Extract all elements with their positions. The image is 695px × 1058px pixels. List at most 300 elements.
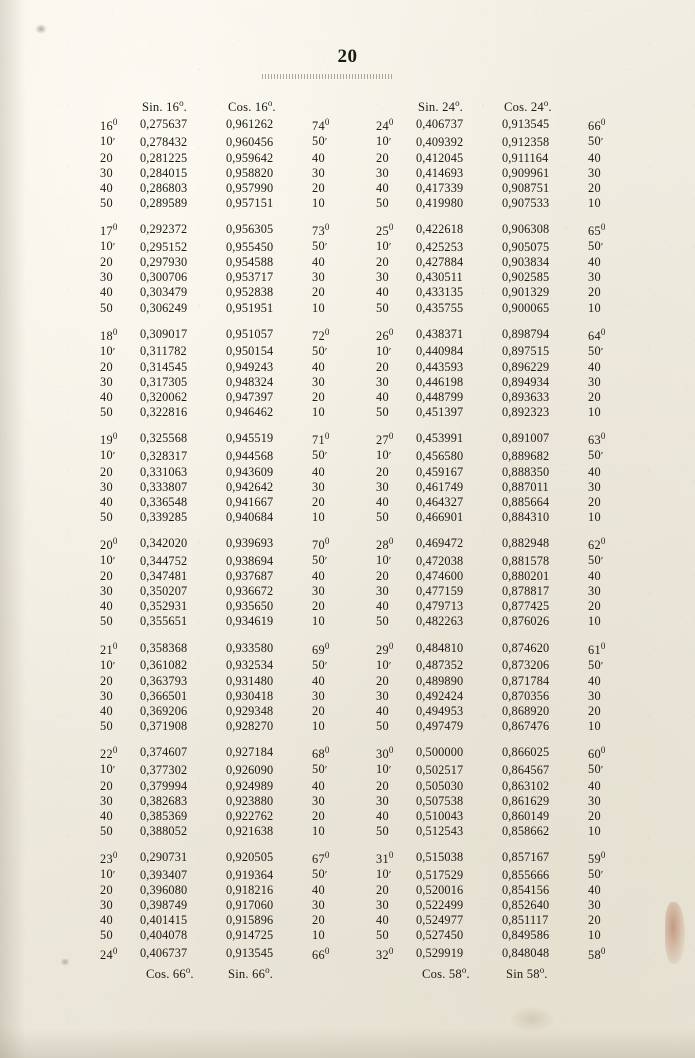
right-sin-value: 0,406737 xyxy=(416,117,464,132)
left-angle-cell: 50 xyxy=(100,614,113,629)
left-cos-value: 0,959642 xyxy=(226,150,274,165)
footer-blank-left-comp xyxy=(312,963,358,982)
right-complement-angle-cell: 30 xyxy=(588,688,601,703)
table-row xyxy=(100,151,634,166)
left-sin-value: 0,292372 xyxy=(140,221,188,236)
left-sin-value: 0,328317 xyxy=(140,448,188,463)
right-complement-angle-cell: 30 xyxy=(588,270,601,285)
left-complement-angle-cell: $66^0$ xyxy=(312,945,330,962)
right-angle-cell: $29^0$ xyxy=(376,640,394,657)
left-cos-value: 0,917060 xyxy=(226,898,274,913)
row-gap xyxy=(358,944,376,963)
left-sin-value: 0,297930 xyxy=(140,255,188,270)
right-complement-angle-cell: 30 xyxy=(588,898,601,913)
group-spacer-cell xyxy=(100,525,634,534)
row-gap xyxy=(358,928,376,943)
left-cos-value: 0,924989 xyxy=(226,778,274,793)
header-gap xyxy=(358,96,376,115)
left-angle-cell: $23^0$ xyxy=(100,849,118,866)
right-complement-angle-cell: 40 xyxy=(588,359,601,374)
left-cos-value: 0,926090 xyxy=(226,762,274,777)
right-cos-value: 0,884310 xyxy=(502,509,550,524)
right-angle-cell: 20 xyxy=(376,464,389,479)
left-complement-angle-cell: 50′ xyxy=(312,762,328,777)
right-complement-angle-cell: 50′ xyxy=(588,657,604,672)
right-cos-value: 0,874620 xyxy=(502,640,550,655)
left-complement-angle-cell: $72^0$ xyxy=(312,326,330,343)
right-complement-angle-cell: $64^0$ xyxy=(588,326,606,343)
row-gap xyxy=(358,898,376,913)
right-sin-value: 0,487352 xyxy=(416,658,464,673)
table-row xyxy=(100,115,634,134)
left-cos-value: 0,918216 xyxy=(226,883,274,898)
right-sin-value: 0,453991 xyxy=(416,431,464,446)
left-complement-angle-cell: 30 xyxy=(312,793,325,808)
right-angle-cell: 30 xyxy=(376,898,389,913)
group-spacer xyxy=(100,420,634,429)
left-cos-value: 0,939693 xyxy=(226,535,274,550)
right-sin-value: 0,474600 xyxy=(416,569,464,584)
left-cos-value: 0,957990 xyxy=(226,180,274,195)
paper-blemish-top-left xyxy=(35,24,47,34)
left-sin-value: 0,404078 xyxy=(140,928,188,943)
table-row xyxy=(100,239,634,255)
left-sin-value: 0,344752 xyxy=(140,553,188,568)
left-sin-value: 0,350207 xyxy=(140,584,188,599)
right-complement-angle-cell: 30 xyxy=(588,584,601,599)
right-angle-cell: 20 xyxy=(376,150,389,165)
group-spacer xyxy=(100,211,634,220)
right-angle-cell: 20 xyxy=(376,359,389,374)
right-sin-value: 0,502517 xyxy=(416,762,464,777)
right-complement-angle-cell: 30 xyxy=(588,374,601,389)
right-sin-value: 0,427884 xyxy=(416,255,464,270)
table-row xyxy=(100,534,634,553)
left-angle-cell: 20 xyxy=(100,359,113,374)
right-complement-angle-cell: 20 xyxy=(588,285,601,300)
table-body xyxy=(100,96,634,982)
right-complement-angle-cell: $60^0$ xyxy=(588,745,606,762)
right-angle-cell: 10′ xyxy=(376,239,392,254)
row-gap xyxy=(358,325,376,344)
left-complement-angle-cell: 10 xyxy=(312,614,325,629)
left-complement-angle-cell: 40 xyxy=(312,673,325,688)
left-complement-angle-cell: $70^0$ xyxy=(312,535,330,552)
left-cos-value: 0,935650 xyxy=(226,599,274,614)
paper-stain-bottom xyxy=(509,1006,555,1032)
right-angle-cell: 20 xyxy=(376,883,389,898)
table-row xyxy=(100,674,634,689)
group-spacer xyxy=(100,525,634,534)
left-sin-value: 0,320062 xyxy=(140,390,188,405)
table-row xyxy=(100,928,634,943)
left-cos-value: 0,960456 xyxy=(226,134,274,149)
left-angle-cell: 50 xyxy=(100,300,113,315)
right-cos-value: 0,911164 xyxy=(502,150,549,165)
right-cos-value: 0,877425 xyxy=(502,599,550,614)
right-angle-cell: 30 xyxy=(376,793,389,808)
left-cos-value: 0,952838 xyxy=(226,285,274,300)
row-gap xyxy=(358,674,376,689)
right-cos-value: 0,854156 xyxy=(502,883,550,898)
right-cos-value: 0,885664 xyxy=(502,494,550,509)
row-gap xyxy=(358,344,376,360)
left-angle-cell: 10′ xyxy=(100,867,116,882)
right-complement-angle-cell: 40 xyxy=(588,673,601,688)
left-angle-cell: 20 xyxy=(100,464,113,479)
group-spacer-cell xyxy=(100,420,634,429)
left-angle-cell: 20 xyxy=(100,883,113,898)
right-angle-cell: $27^0$ xyxy=(376,431,394,448)
table-row xyxy=(100,220,634,239)
right-angle-cell: 40 xyxy=(376,494,389,509)
footer-sin-58: Sin 58$^o$. xyxy=(506,964,548,981)
left-sin-value: 0,363793 xyxy=(140,673,188,688)
table-row xyxy=(100,719,634,734)
left-cos-value: 0,958820 xyxy=(226,165,274,180)
row-gap xyxy=(358,134,376,150)
left-cos-value: 0,949243 xyxy=(226,359,274,374)
trigonometric-table xyxy=(100,96,610,982)
table-row xyxy=(100,325,634,344)
right-sin-value: 0,417339 xyxy=(416,180,464,195)
left-complement-angle-cell: 40 xyxy=(312,255,325,270)
left-complement-angle-cell: 40 xyxy=(312,569,325,584)
footer-blank-right-comp xyxy=(588,963,634,982)
left-sin-value: 0,336548 xyxy=(140,494,188,509)
right-cos-value: 0,878817 xyxy=(502,584,550,599)
left-complement-angle-cell: $68^0$ xyxy=(312,745,330,762)
right-complement-angle-cell: 10 xyxy=(588,719,601,734)
left-cos-value: 0,929348 xyxy=(226,704,274,719)
left-angle-cell: 40 xyxy=(100,180,113,195)
right-cos-value: 0,855666 xyxy=(502,867,550,882)
left-angle-cell: 20 xyxy=(100,673,113,688)
left-cos-value: 0,955450 xyxy=(226,239,274,254)
table-row xyxy=(100,779,634,794)
left-complement-angle-cell: 20 xyxy=(312,704,325,719)
table-row xyxy=(100,658,634,674)
left-complement-angle-cell: 20 xyxy=(312,494,325,509)
row-gap xyxy=(358,553,376,569)
left-cos-value: 0,954588 xyxy=(226,255,274,270)
left-complement-angle-cell: 20 xyxy=(312,390,325,405)
left-complement-angle-cell: 20 xyxy=(312,808,325,823)
right-sin-value: 0,464327 xyxy=(416,494,464,509)
row-gap xyxy=(358,405,376,420)
right-cos-value: 0,864567 xyxy=(502,762,550,777)
left-complement-angle-cell: $71^0$ xyxy=(312,431,330,448)
right-cos-value: 0,882948 xyxy=(502,535,550,550)
right-angle-cell: $26^0$ xyxy=(376,326,394,343)
right-cos-value: 0,848048 xyxy=(502,945,550,960)
row-gap xyxy=(358,614,376,629)
table-row xyxy=(100,913,634,928)
right-angle-cell: 40 xyxy=(376,599,389,614)
right-angle-cell: 50 xyxy=(376,300,389,315)
row-gap xyxy=(358,270,376,285)
left-sin-value: 0,300706 xyxy=(140,270,188,285)
left-angle-cell: 30 xyxy=(100,270,113,285)
left-sin-value: 0,374607 xyxy=(140,745,188,760)
right-angle-cell: 50 xyxy=(376,509,389,524)
left-sin-value: 0,355651 xyxy=(140,614,188,629)
table-row xyxy=(100,553,634,569)
right-complement-angle-cell: 50′ xyxy=(588,343,604,358)
left-angle-cell: 20 xyxy=(100,150,113,165)
table-row xyxy=(100,181,634,196)
group-spacer xyxy=(100,630,634,639)
left-complement-angle-cell: $73^0$ xyxy=(312,221,330,239)
left-sin-value: 0,314545 xyxy=(140,359,188,374)
right-angle-cell: 10′ xyxy=(376,762,392,777)
right-complement-angle-cell: 30 xyxy=(588,793,601,808)
right-cos-value: 0,892323 xyxy=(502,405,550,420)
right-sin-value: 0,505030 xyxy=(416,778,464,793)
row-gap xyxy=(358,779,376,794)
right-complement-angle-cell: 40 xyxy=(588,150,601,165)
right-sin-value: 0,446198 xyxy=(416,374,464,389)
right-cos-value: 0,898794 xyxy=(502,326,550,341)
right-sin-value: 0,456580 xyxy=(416,448,464,463)
right-complement-angle-cell: 20 xyxy=(588,599,601,614)
right-angle-cell: 40 xyxy=(376,704,389,719)
right-sin-value: 0,466901 xyxy=(416,509,464,524)
row-gap xyxy=(358,480,376,495)
left-angle-cell: 30 xyxy=(100,793,113,808)
group-spacer xyxy=(100,734,634,743)
right-cos-value: 0,873206 xyxy=(502,658,550,673)
left-complement-angle-cell: 50′ xyxy=(312,448,328,463)
left-angle-cell: $24^0$ xyxy=(100,945,118,962)
right-cos-value: 0,871784 xyxy=(502,673,550,688)
right-sin-value: 0,440984 xyxy=(416,344,464,359)
row-gap xyxy=(358,534,376,553)
table-row xyxy=(100,196,634,211)
left-complement-angle-cell: 10 xyxy=(312,509,325,524)
table-row xyxy=(100,614,634,629)
table-row xyxy=(100,429,634,448)
right-angle-cell: 50 xyxy=(376,823,389,838)
row-gap xyxy=(358,762,376,778)
right-cos-value: 0,863102 xyxy=(502,778,550,793)
right-cos-value: 0,893633 xyxy=(502,390,550,405)
right-sin-value: 0,438371 xyxy=(416,326,464,341)
right-complement-angle-cell: 40 xyxy=(588,569,601,584)
left-complement-angle-cell: 50′ xyxy=(312,134,328,149)
right-complement-angle-cell: 50′ xyxy=(588,448,604,463)
right-sin-value: 0,482263 xyxy=(416,614,464,629)
left-sin-value: 0,347481 xyxy=(140,569,188,584)
right-cos-value: 0,858662 xyxy=(502,823,550,838)
left-sin-value: 0,361082 xyxy=(140,658,188,673)
right-complement-angle-cell: 50′ xyxy=(588,867,604,882)
right-angle-cell: 20 xyxy=(376,778,389,793)
left-cos-value: 0,946462 xyxy=(226,405,274,420)
footer-sin-66: Sin. 66$^o$. xyxy=(228,964,273,981)
right-angle-cell: 40 xyxy=(376,285,389,300)
left-angle-cell: 10′ xyxy=(100,343,116,358)
row-gap xyxy=(358,255,376,270)
right-complement-angle-cell: $63^0$ xyxy=(588,431,606,448)
left-angle-cell: 40 xyxy=(100,494,113,509)
group-spacer-cell xyxy=(100,734,634,743)
right-sin-value: 0,472038 xyxy=(416,553,464,568)
table-row xyxy=(100,569,634,584)
left-sin-value: 0,385369 xyxy=(140,808,188,823)
left-cos-value: 0,936672 xyxy=(226,584,274,599)
left-angle-cell: 50 xyxy=(100,195,113,210)
row-gap xyxy=(358,390,376,405)
row-gap xyxy=(358,181,376,196)
right-angle-cell: 30 xyxy=(376,165,389,180)
left-cos-value: 0,948324 xyxy=(226,374,274,389)
table-row xyxy=(100,867,634,883)
table-row xyxy=(100,743,634,762)
row-gap xyxy=(358,599,376,614)
right-cos-value: 0,913545 xyxy=(502,117,550,132)
right-complement-angle-cell: 30 xyxy=(588,479,601,494)
left-angle-cell: 10′ xyxy=(100,448,116,463)
header-blank-right-angle xyxy=(376,96,416,115)
header-sin-16: Sin. 16$^o$. xyxy=(142,98,187,115)
right-complement-angle-cell: 10 xyxy=(588,509,601,524)
right-angle-cell: $24^0$ xyxy=(376,117,394,134)
right-complement-angle-cell: 30 xyxy=(588,165,601,180)
right-angle-cell: 50 xyxy=(376,614,389,629)
row-gap xyxy=(358,689,376,704)
row-gap xyxy=(358,196,376,211)
right-sin-value: 0,412045 xyxy=(416,150,464,165)
group-spacer-cell xyxy=(100,211,634,220)
right-angle-cell: 20 xyxy=(376,673,389,688)
decorative-rule xyxy=(262,74,394,79)
left-cos-value: 0,922762 xyxy=(226,808,274,823)
table-row xyxy=(100,689,634,704)
left-cos-value: 0,942642 xyxy=(226,479,274,494)
left-angle-cell: $19^0$ xyxy=(100,431,118,448)
right-cos-value: 0,891007 xyxy=(502,431,550,446)
right-sin-value: 0,500000 xyxy=(416,745,464,760)
left-angle-cell: 50 xyxy=(100,928,113,943)
left-angle-cell: 40 xyxy=(100,704,113,719)
header-sin-24: Sin. 24$^o$. xyxy=(418,98,463,115)
right-sin-value: 0,507538 xyxy=(416,793,464,808)
right-angle-cell: 10′ xyxy=(376,867,392,882)
left-complement-angle-cell: 10 xyxy=(312,300,325,315)
row-gap xyxy=(358,867,376,883)
left-cos-value: 0,957151 xyxy=(226,195,274,210)
table-row xyxy=(100,809,634,824)
right-angle-cell: 10′ xyxy=(376,553,392,568)
left-angle-cell: 10′ xyxy=(100,239,116,254)
row-gap xyxy=(358,301,376,316)
left-angle-cell: 30 xyxy=(100,374,113,389)
right-cos-value: 0,870356 xyxy=(502,688,550,703)
right-angle-cell: 30 xyxy=(376,374,389,389)
group-spacer-cell xyxy=(100,630,634,639)
right-sin-value: 0,492424 xyxy=(416,688,464,703)
left-cos-value: 0,941667 xyxy=(226,494,274,509)
header-blank-left-angle xyxy=(100,96,140,115)
right-complement-angle-cell: 20 xyxy=(588,704,601,719)
left-cos-value: 0,923880 xyxy=(226,793,274,808)
header-cos-24: Cos. 24$^o$. xyxy=(504,98,552,115)
left-complement-angle-cell: 40 xyxy=(312,359,325,374)
left-complement-angle-cell: 50′ xyxy=(312,553,328,568)
right-cos-value: 0,852640 xyxy=(502,898,550,913)
left-sin-value: 0,286803 xyxy=(140,180,188,195)
left-complement-angle-cell: $74^0$ xyxy=(312,117,330,134)
left-sin-value: 0,398749 xyxy=(140,898,188,913)
right-cos-value: 0,907533 xyxy=(502,195,550,210)
left-cos-value: 0,933580 xyxy=(226,640,274,655)
table-footer-row xyxy=(100,963,634,982)
left-complement-angle-cell: 50′ xyxy=(312,657,328,672)
left-cos-value: 0,927184 xyxy=(226,745,274,760)
table-row xyxy=(100,166,634,181)
left-sin-value: 0,333807 xyxy=(140,479,188,494)
right-cos-value: 0,900065 xyxy=(502,300,550,315)
right-sin-value: 0,524977 xyxy=(416,913,464,928)
right-cos-value: 0,902585 xyxy=(502,270,550,285)
right-complement-angle-cell: $65^0$ xyxy=(588,221,606,239)
left-angle-cell: 30 xyxy=(100,165,113,180)
left-sin-value: 0,352931 xyxy=(140,599,188,614)
right-cos-value: 0,866025 xyxy=(502,745,550,760)
right-complement-angle-cell: 10 xyxy=(588,928,601,943)
left-cos-value: 0,951057 xyxy=(226,326,274,341)
left-complement-angle-cell: 30 xyxy=(312,584,325,599)
right-complement-angle-cell: 10 xyxy=(588,195,601,210)
row-gap xyxy=(358,848,376,867)
left-cos-value: 0,943609 xyxy=(226,464,274,479)
row-gap xyxy=(358,429,376,448)
table-row xyxy=(100,704,634,719)
right-sin-value: 0,459167 xyxy=(416,464,464,479)
right-sin-value: 0,512543 xyxy=(416,823,464,838)
footer-cos-58: Cos. 58$^o$. xyxy=(422,964,470,981)
right-cos-value: 0,876026 xyxy=(502,614,550,629)
row-gap xyxy=(358,115,376,134)
right-angle-cell: 30 xyxy=(376,270,389,285)
right-angle-cell: $28^0$ xyxy=(376,535,394,552)
page-number: 20 xyxy=(337,46,358,67)
left-cos-value: 0,913545 xyxy=(226,945,274,960)
left-sin-value: 0,379994 xyxy=(140,778,188,793)
right-complement-angle-cell: 20 xyxy=(588,494,601,509)
paper-blemish-bottom-left xyxy=(60,958,70,966)
right-cos-value: 0,909961 xyxy=(502,165,550,180)
right-complement-angle-cell: $66^0$ xyxy=(588,117,606,134)
row-gap xyxy=(358,465,376,480)
right-complement-angle-cell: 50′ xyxy=(588,239,604,254)
right-sin-value: 0,510043 xyxy=(416,808,464,823)
row-gap xyxy=(358,166,376,181)
left-complement-angle-cell: 30 xyxy=(312,374,325,389)
right-angle-cell: 10′ xyxy=(376,134,392,149)
right-sin-value: 0,448799 xyxy=(416,390,464,405)
right-cos-value: 0,888350 xyxy=(502,464,550,479)
header-blank-right-comp xyxy=(588,96,634,115)
group-spacer xyxy=(100,316,634,325)
left-sin-value: 0,342020 xyxy=(140,535,188,550)
right-cos-value: 0,860149 xyxy=(502,808,550,823)
right-complement-angle-cell: 40 xyxy=(588,464,601,479)
left-cos-value: 0,928270 xyxy=(226,719,274,734)
right-cos-value: 0,905075 xyxy=(502,239,550,254)
table-row xyxy=(100,495,634,510)
